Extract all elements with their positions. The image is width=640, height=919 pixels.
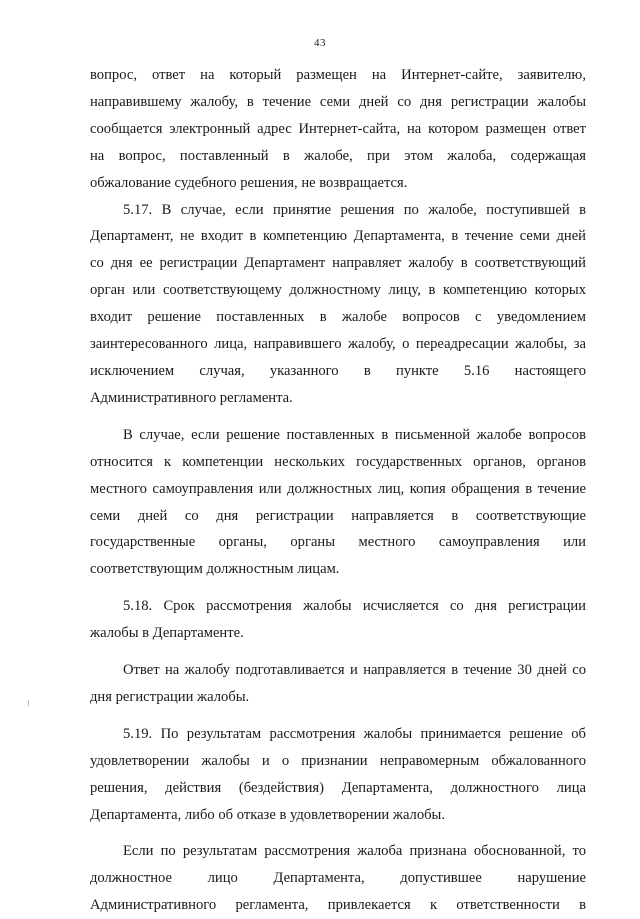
text-line: 5.17. В случае, если принятие решения по жалобе, поступившей в [123, 201, 586, 218]
text-line: дня регистрации жалобы. [90, 688, 250, 705]
text-line: Ответ на жалобу подготавливается и направляется в течение 30 дней со [123, 662, 586, 679]
paragraph-response-time [90, 657, 586, 711]
scan-margin-mark [28, 700, 29, 706]
text-line: относится к компетенции нескольких государственных органов, органов [90, 453, 586, 470]
paragraph-5-17 [90, 197, 586, 412]
paragraph-5-19 [90, 721, 586, 829]
text-line: Административного регламента, привлекается к ответственности в [90, 897, 586, 914]
text-line: Если по результатам рассмотрения жалоба признана обоснованной, то [123, 843, 586, 860]
text-line: 5.18. Срок рассмотрения жалобы исчисляется со дня регистрации [123, 598, 586, 615]
text-line: обжалование судебного решения, не возвращается. [90, 174, 408, 191]
text-line: соответствующим должностным лицам. [90, 561, 340, 578]
text-line: 5.19. По результатам рассмотрения жалобы принимается решение об [123, 725, 586, 742]
text-line: со дня ее регистрации Департамент направляет жалобу в соответствующий [90, 255, 586, 272]
document-body [90, 62, 586, 919]
text-line: решения, действия (бездействия) Департамента, должностного лица [90, 779, 586, 796]
text-line: государственные органы, органы местного самоуправления или [90, 534, 586, 551]
text-line: Департамент, не входит в компетенцию Департамента, в течение семи дней [90, 228, 586, 245]
text-line: местного самоуправления или должностных лиц, копия обращения в течение [90, 480, 586, 497]
text-line: В случае, если решение поставленных в письменной жалобе вопросов [123, 426, 586, 443]
paragraph-continuation [90, 62, 586, 197]
text-line: сообщается электронный адрес Интернет-сайта, на котором размещен ответ [90, 120, 586, 137]
text-line: Департамента, либо об отказе в удовлетворении жалобы. [90, 806, 446, 823]
text-line: должностное лицо Департамента, допустившее нарушение [90, 870, 586, 887]
paragraph-responsibility [90, 838, 586, 919]
text-line: направившему жалобу, в течение семи дней со дня регистрации жалобы [90, 93, 586, 110]
page-number: 43 [314, 37, 326, 49]
text-line: заинтересованного лица, направившего жалобу, о переадресации жалобы, за [90, 336, 586, 353]
paragraph-multiple-organs [90, 422, 586, 583]
text-line: входит решение поставленных в жалобе вопросов с уведомлением [90, 309, 586, 326]
text-line: на вопрос, поставленный в жалобе, при этом жалоба, содержащая [90, 147, 586, 164]
text-line: орган или соответствующему должностному лицу, в компетенцию которых [90, 282, 586, 299]
text-line: жалобы в Департаменте. [90, 625, 244, 642]
text-line: исключением случая, указанного в пункте 5.16 настоящего [90, 362, 586, 379]
text-line: вопрос, ответ на который размещен на Интернет-сайте, заявителю, [90, 67, 586, 83]
text-line: Административного регламента. [90, 389, 293, 406]
paragraph-5-18 [90, 593, 586, 647]
text-line: семи дней со дня регистрации направляется в соответствующие [90, 507, 586, 524]
text-line: удовлетворении жалобы и о признании неправомерным обжалованного [90, 752, 586, 769]
